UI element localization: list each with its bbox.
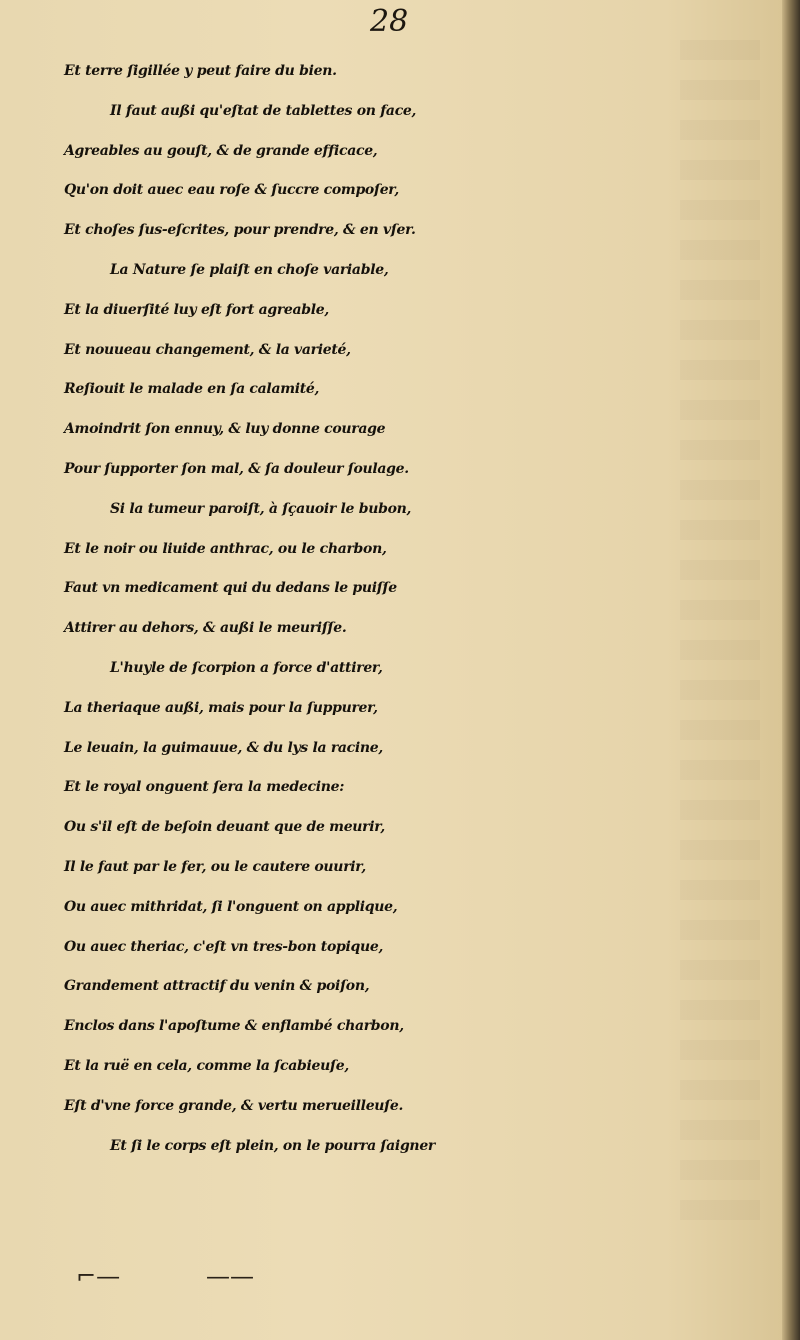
- verse-line: Agreables au gouſt, & de grande efficace,: [64, 142, 378, 159]
- verse-line: Il le faut par le fer, ou le cautere ouurir,: [64, 858, 366, 875]
- verse-text: [0, 52, 782, 1166]
- verse-line: Et la ruë en cela, comme la ſcabieuſe,: [64, 1057, 349, 1074]
- verse-line: Et le noir ou liuide anthrac, ou le charbon,: [64, 540, 387, 557]
- verse-line: Enclos dans l'apoſtume & enflambé charbon,: [64, 1018, 404, 1035]
- verse-line: Le leuain, la guimauue, & du lys la racine,: [64, 739, 383, 756]
- verse-line: Si la tumeur paroiſt, à ſçauoir le bubon,: [110, 500, 412, 517]
- verse-line: Il faut außi qu'eſtat de tablettes on face,: [110, 102, 417, 119]
- verse-line: Grandement attractif du venin & poiſon,: [64, 978, 370, 995]
- verse-line: La Nature ſe plaiſt en choſe variable,: [110, 261, 389, 278]
- page-number: 28: [370, 4, 409, 39]
- verse-line: Reſiouit le malade en ſa calamité,: [64, 381, 320, 398]
- verse-line: Et nouueau changement, & la varieté,: [64, 341, 351, 358]
- page-edge: [782, 0, 800, 1340]
- verse-line: Faut vn medicament qui du dedans le puiſſe: [64, 580, 397, 597]
- verse-line: Et le royal onguent ſera la medecine:: [64, 779, 345, 796]
- verse-line: Ou auec mithridat, ſi l'onguent on applique,: [64, 898, 398, 915]
- verse-line: Ou auec theriac, c'eſt vn tres-bon topique,: [64, 938, 384, 955]
- verse-line: Eſt d'vne force grande, & vertu merueilleuſe.: [64, 1097, 404, 1114]
- verse-line: Amoindrit ſon ennuy, & luy donne courage: [64, 421, 386, 438]
- verse-line: Pour ſupporter ſon mal, & ſa douleur ſoulage.: [64, 460, 409, 477]
- verse-line: L'huyle de ſcorpion a force d'attirer,: [110, 659, 383, 676]
- ornament-right-icon: ——: [206, 1262, 254, 1290]
- verse-line: Et terre ſigillée y peut faire du bien.: [64, 63, 337, 79]
- verse-line: Et choſes ſus-eſcrites, pour prendre, & en vſer.: [64, 222, 416, 239]
- verse-line: Qu'on doit auec eau roſe & ſuccre compoſer,: [64, 182, 399, 199]
- ornament-left-icon: ⌐—: [76, 1262, 121, 1290]
- verse-line: La theriaque außi, mais pour la ſuppurer,: [64, 699, 378, 716]
- verse-line: Et la diuerſité luy eſt fort agreable,: [64, 301, 329, 318]
- verse-line: Ou s'il eſt de beſoin deuant que de meurir,: [64, 819, 385, 836]
- verse-line: Attirer au dehors, & außi le meuriſſe.: [64, 620, 347, 637]
- verse-line: Et ſi le corps eſt plein, on le pourra ſaigner: [110, 1137, 435, 1154]
